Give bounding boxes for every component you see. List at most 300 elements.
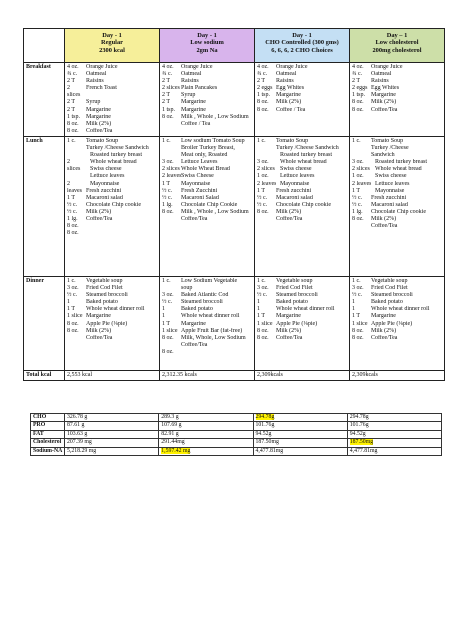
menu-item: [162, 188, 252, 195]
nutrient-value: 107.69 g: [161, 422, 182, 429]
item-food: Vegetable soup: [276, 277, 313, 284]
item-food: Raisins: [181, 78, 199, 85]
meal-row-dinner: [24, 276, 445, 370]
item-amount: ¾ c.: [162, 71, 173, 78]
item-amount: 8 oz.: [67, 223, 79, 230]
menu-item: [257, 85, 347, 92]
item-amount: leaves: [67, 187, 82, 194]
item-food: Swiss cheese: [280, 166, 312, 173]
item-amount: 1 T: [67, 306, 76, 313]
item-food: Baked potato: [371, 299, 403, 306]
menu-item: [257, 278, 347, 285]
nutrient-value: 4,477.81mg: [255, 447, 284, 454]
item-amount: ¾ c.: [67, 71, 78, 78]
item-food: Egg Whites: [276, 85, 305, 92]
meal-label: Lunch: [24, 136, 65, 276]
nutrient-label: CHO: [31, 414, 65, 422]
item-amount: 3 oz.: [352, 285, 364, 292]
item-food: Vegetable soup: [371, 277, 408, 284]
nutrient-value-cell: [253, 414, 347, 422]
item-amount: [67, 145, 86, 152]
menu-item: [257, 195, 347, 202]
menu-item: [67, 121, 157, 128]
item-amount: [352, 152, 371, 159]
item-food: Coffee/Tea: [371, 106, 398, 113]
nutrient-row: [31, 414, 442, 422]
item-amount: 2 leaves: [162, 173, 181, 180]
menu-item: [67, 152, 157, 159]
nutrient-value: 101.76g: [349, 422, 369, 429]
item-food: Syrup: [181, 92, 196, 99]
menu-item: [67, 173, 157, 180]
menu-item: [352, 202, 442, 209]
item-amount: 2 eggs: [257, 85, 273, 92]
item-amount: ½ c.: [352, 194, 363, 201]
nutrient-value: 103.63 g: [67, 430, 88, 437]
item-food: Broiler Turkey Breast,: [181, 145, 235, 152]
menu-item: [352, 166, 442, 173]
item-amount: ½ c.: [67, 292, 78, 299]
menu-item: [352, 71, 442, 78]
menu-item: [67, 202, 157, 209]
menu-cell: [65, 63, 160, 137]
header-low-cholesterol: [350, 29, 445, 63]
item-food: Milk (2%): [86, 327, 112, 334]
menu-item: [257, 92, 347, 99]
menu-item: [162, 321, 252, 328]
menu-cell: [160, 136, 255, 276]
menu-item: [352, 173, 442, 180]
item-amount: ½ c.: [162, 187, 173, 194]
menu-item: [162, 78, 252, 85]
item-amount: ½ c.: [257, 201, 268, 208]
menu-item: [67, 230, 157, 237]
item-amount: ¾ c.: [257, 71, 268, 78]
item-amount: 3 oz.: [162, 159, 174, 166]
menu-item: [162, 349, 252, 356]
item-food: Fresh Zucchini: [181, 187, 218, 194]
item-amount: 1 lg.: [67, 215, 78, 222]
menu-item: [162, 285, 252, 292]
menu-item: [162, 209, 252, 216]
item-amount: 8 oz.: [67, 230, 79, 237]
nutrient-value-cell: [253, 430, 347, 438]
nutrient-value: 294.78g: [349, 414, 369, 420]
nutrient-value-cell: [65, 422, 159, 430]
item-amount: 2 T: [67, 78, 76, 85]
item-food: Coffee/Tea: [181, 215, 208, 222]
item-amount: 1 slice: [162, 327, 178, 334]
menu-cell: [255, 276, 350, 370]
menu-item: [162, 114, 252, 121]
menu-item: [67, 107, 157, 114]
item-amount: 3 oz.: [257, 285, 269, 292]
item-food: Lettuce leaves: [375, 180, 410, 187]
item-amount: 1: [257, 299, 260, 306]
nutrient-value: 291.44mg: [161, 439, 185, 446]
nutrient-value: 187.50mg: [255, 439, 279, 446]
item-amount: 1: [352, 306, 355, 313]
item-amount: 8 oz.: [352, 106, 364, 113]
menu-item: [352, 209, 442, 216]
item-food: Steamed broccoli: [371, 292, 413, 299]
menu-item: [352, 92, 442, 99]
item-amount: 2 T: [352, 78, 361, 85]
header-extra: 200mg cholesterol: [372, 46, 422, 54]
item-amount: 1 oz.: [352, 173, 364, 180]
item-food: Whole wheat dinner roll: [276, 306, 335, 313]
item-food: Fresh zucchini: [276, 187, 312, 194]
item-amount: 1 slice: [67, 313, 83, 320]
item-food: Tomato Soup: [276, 137, 309, 144]
item-amount: [67, 152, 86, 159]
item-food: Lettuce Leaves: [181, 159, 218, 166]
menu-item: [162, 121, 252, 128]
item-food: Fried Cod Filet: [276, 285, 313, 292]
header-diet: CHO Controlled (300 gms): [265, 39, 339, 47]
item-food: Milk (2%): [371, 99, 397, 106]
item-amount: 2 leaves: [257, 180, 276, 187]
item-food: Milk (2%): [86, 120, 112, 127]
nutrient-value-cell: [347, 414, 441, 422]
menu-item: [257, 145, 347, 152]
menu-item: [162, 335, 252, 342]
menu-item: [257, 181, 347, 188]
menu-item: [162, 299, 252, 306]
menu-cell: [160, 63, 255, 137]
nutrient-value: 1,597.42 mg: [161, 447, 191, 454]
menu-item: [352, 216, 442, 223]
item-food: Turkey /Cheese: [371, 145, 409, 152]
item-food: Milk , Whole , Low Sodium: [181, 113, 249, 120]
header-day: Day - 1: [292, 32, 312, 39]
item-amount: 2 eggs: [352, 85, 368, 92]
item-food: Whole wheat bread: [280, 159, 327, 166]
item-amount: 1 tsp.: [257, 92, 271, 99]
menu-item: [162, 138, 252, 145]
item-food: Margarine: [276, 313, 301, 320]
menu-item: [67, 114, 157, 121]
nutrient-value-cell: [347, 447, 441, 455]
item-amount: 2 slices: [257, 166, 275, 173]
menu-item: [352, 223, 442, 230]
menu-cell: [65, 136, 160, 276]
menu-item: [162, 173, 252, 180]
item-amount: 8 oz.: [162, 113, 174, 120]
item-amount: [162, 285, 181, 292]
total-kcal-row: [24, 370, 445, 380]
item-amount: 2 T: [257, 78, 266, 85]
item-food: [86, 223, 157, 230]
menu-item: [162, 181, 252, 188]
item-food: Oatmeal: [86, 71, 107, 78]
menu-item: [352, 306, 442, 313]
menu-item: [162, 92, 252, 99]
menu-item: [162, 107, 252, 114]
menu-item: [67, 64, 157, 71]
item-amount: 3 oz.: [67, 285, 79, 292]
item-amount: 8 oz.: [257, 327, 269, 334]
menu-item: [257, 71, 347, 78]
item-food: [86, 92, 157, 99]
menu-item: [257, 292, 347, 299]
item-amount: 2 slices: [162, 85, 180, 92]
menu-cell: [160, 276, 255, 370]
item-amount: 8 oz.: [162, 348, 174, 355]
menu-item: [162, 292, 252, 299]
menu-item: [67, 78, 157, 85]
item-food: Chocolate Chip cookie: [276, 201, 331, 208]
nutrient-row: [31, 447, 442, 455]
menu-item: [257, 335, 347, 342]
item-food: Chocolate Chip cookie: [371, 208, 426, 215]
item-food: Fresh zucchini: [86, 187, 122, 194]
item-food: Vegetable soup: [86, 277, 123, 284]
item-amount: ½ c.: [162, 299, 173, 306]
corner-cell: [24, 29, 65, 63]
menu-item: [67, 306, 157, 313]
item-food: Whole wheat dinner roll: [371, 306, 430, 313]
item-amount: 1 T: [162, 320, 171, 327]
item-amount: 1 T: [257, 313, 266, 320]
item-amount: 1: [162, 306, 165, 313]
nutrient-label: FAT: [31, 430, 65, 438]
item-food: Coffee / Tea: [181, 120, 211, 127]
item-amount: 1 slice: [352, 320, 368, 327]
item-food: Margarine: [181, 320, 206, 327]
item-amount: 1 c.: [257, 277, 266, 284]
menu-item: [257, 159, 347, 166]
item-food: Milk (2%): [371, 327, 397, 334]
menu-item: [67, 321, 157, 328]
item-food: Steamed broccoli: [181, 299, 223, 306]
meal-row-breakfast: [24, 63, 445, 137]
nutrient-row: [31, 439, 442, 447]
item-food: Whole wheat dinner roll: [86, 306, 145, 313]
item-food: Tomato Soup: [371, 137, 404, 144]
item-amount: [162, 145, 181, 152]
item-amount: [162, 342, 181, 349]
nutrient-value-cell: [347, 422, 441, 430]
menu-item: [352, 64, 442, 71]
menu-item: [67, 138, 157, 145]
nutrient-value: 326.78 g: [67, 414, 88, 420]
item-amount: [67, 173, 86, 180]
item-amount: 2: [67, 85, 70, 92]
total-kcal-value: 2,312.35 kcals: [160, 370, 255, 380]
item-amount: ½ c.: [162, 194, 173, 201]
item-food: Oatmeal: [371, 71, 392, 78]
header-diet: Regular: [100, 39, 123, 47]
menu-item: [67, 292, 157, 299]
item-food: Syrup: [86, 99, 101, 106]
menu-item: [162, 85, 252, 92]
menu-item: [352, 328, 442, 335]
header-low-sodium: [160, 29, 255, 63]
item-food: Steamed broccoli: [276, 292, 318, 299]
menu-item: [257, 299, 347, 306]
item-food: Fried Cod Filet: [86, 285, 123, 292]
menu-item: [162, 216, 252, 223]
item-food: Apple Pie (⅛pie): [86, 320, 128, 327]
menu-item: [67, 128, 157, 135]
item-amount: [162, 152, 181, 159]
item-food: Apple Fruit Bar (fat-free): [181, 327, 243, 334]
item-food: Orange Juice: [86, 64, 118, 70]
item-amount: 1 tsp.: [352, 92, 366, 99]
item-amount: ½ c.: [352, 201, 363, 208]
item-amount: 4 oz.: [162, 64, 174, 70]
menu-item: [257, 107, 347, 114]
nutrient-value: 207.39 mg: [67, 439, 92, 446]
menu-item: [67, 92, 157, 99]
item-amount: [162, 216, 181, 223]
menu-item: [352, 181, 442, 188]
menu-item: [352, 335, 442, 342]
item-food: Whole wheat bread: [375, 166, 422, 173]
menu-item: [352, 292, 442, 299]
total-kcal-value: 2,553 kcal: [65, 370, 160, 380]
item-amount: 8 oz.: [352, 99, 364, 106]
item-amount: 4 oz.: [257, 64, 269, 70]
item-food: Margarine: [371, 313, 396, 320]
nutrient-value: 4,477.81mg: [349, 447, 378, 454]
item-amount: 3 oz.: [352, 159, 364, 166]
item-amount: 8 oz.: [67, 120, 79, 127]
item-amount: 1: [257, 306, 260, 313]
item-amount: 2 T: [162, 78, 171, 85]
item-food: Margarine: [86, 113, 111, 120]
menu-item: [257, 285, 347, 292]
nutrient-label: PRO: [31, 422, 65, 430]
nutrient-value-cell: [65, 430, 159, 438]
item-food: Orange Juice: [371, 64, 403, 70]
menu-item: [352, 278, 442, 285]
menu-item: [162, 328, 252, 335]
item-amount: 3 oz.: [257, 159, 269, 166]
item-amount: [257, 216, 276, 223]
header-day: Day – 1: [386, 32, 408, 39]
item-amount: [257, 145, 276, 152]
item-food: Oatmeal: [276, 71, 297, 78]
meal-row-lunch: [24, 136, 445, 276]
meal-plan-table: [23, 28, 445, 381]
item-food: Coffee/Tea: [86, 127, 113, 134]
nutrient-value-cell: [253, 422, 347, 430]
item-amount: 1: [162, 313, 165, 320]
item-food: Mayonnaise: [375, 187, 405, 194]
item-food: [86, 230, 157, 237]
item-amount: 8 oz.: [257, 99, 269, 106]
menu-item: [352, 159, 442, 166]
menu-item: [162, 342, 252, 349]
item-amount: 4 oz.: [67, 64, 79, 70]
menu-item: [257, 99, 347, 106]
item-amount: 8 oz.: [67, 127, 79, 134]
item-food: Roasted turkey breast: [90, 152, 142, 159]
item-amount: 2 leaves: [352, 180, 371, 187]
item-amount: 1 T: [352, 187, 361, 194]
item-food: French Toast: [86, 85, 117, 92]
item-food: Raisins: [86, 78, 104, 85]
item-food: Margarine: [181, 106, 206, 113]
item-food: Milk , Whole , Low Sodium: [181, 208, 249, 215]
item-amount: 8 oz.: [352, 327, 364, 334]
item-amount: [162, 121, 181, 128]
menu-item: [257, 216, 347, 223]
menu-item: [162, 152, 252, 159]
item-food: Roasted turkey breast: [280, 152, 332, 159]
item-food: Milk (2%): [371, 215, 397, 222]
header-day: Day - 1: [197, 32, 217, 39]
menu-item: [352, 145, 442, 152]
item-food: Swiss Cheese: [181, 173, 214, 180]
item-amount: ½ c.: [352, 292, 363, 299]
nutrient-value-cell: [159, 422, 253, 430]
header-extra: 6, 6, 6, 2 CHO Choices: [271, 46, 333, 54]
menu-item: [162, 306, 252, 313]
menu-item: [257, 202, 347, 209]
menu-cell: [255, 136, 350, 276]
item-food: Orange Juice: [276, 64, 308, 70]
item-food: Low Sodium Vegetable: [181, 277, 238, 284]
menu-item: [257, 166, 347, 173]
nutrient-value: 289.3 g: [161, 414, 179, 420]
menu-item: [67, 85, 157, 92]
menu-item: [257, 138, 347, 145]
item-food: Raisins: [371, 78, 389, 85]
menu-item: [257, 328, 347, 335]
nutrient-value: 94.52g: [349, 430, 366, 437]
nutrient-value-cell: [159, 447, 253, 455]
menu-item: [352, 299, 442, 306]
item-food: Low sodium Tomato Soup: [181, 137, 245, 144]
item-food: Plain Pancakes: [181, 85, 218, 92]
nutrient-value-cell: [159, 430, 253, 438]
item-food: Lettuce leaves: [90, 173, 125, 180]
item-food: Baked potato: [276, 299, 308, 306]
menu-item: [67, 216, 157, 223]
menu-item: [352, 188, 442, 195]
nutrient-row: [31, 430, 442, 438]
nutrient-label: Sodium-NA: [31, 447, 65, 455]
item-amount: ½ c.: [67, 201, 78, 208]
item-food: Turkey /Cheese Sandwich: [86, 145, 149, 152]
nutrient-value: 5,218.29 mg: [67, 447, 97, 454]
nutrient-value-cell: [159, 439, 253, 447]
menu-item: [67, 145, 157, 152]
item-amount: 2: [67, 180, 70, 187]
item-amount: ½ c.: [257, 194, 268, 201]
item-food: Steamed broccoli: [86, 292, 128, 299]
item-amount: 2 slices: [162, 166, 180, 173]
item-amount: 1 T: [352, 313, 361, 320]
item-food: Raisins: [276, 78, 294, 85]
menu-item: [67, 299, 157, 306]
menu-item: [67, 159, 157, 166]
menu-item: [162, 195, 252, 202]
menu-item: [162, 145, 252, 152]
nutrient-value-cell: [347, 439, 441, 447]
menu-item: [352, 152, 442, 159]
item-food: Chocolate Chip cookie: [86, 201, 141, 208]
menu-item: [257, 313, 347, 320]
item-food: soup: [181, 285, 193, 292]
menu-item: [352, 107, 442, 114]
header-extra: 2gm Na: [196, 46, 218, 54]
nutrient-value: 294.78g: [255, 414, 275, 420]
item-food: Milk (2%): [86, 208, 112, 215]
